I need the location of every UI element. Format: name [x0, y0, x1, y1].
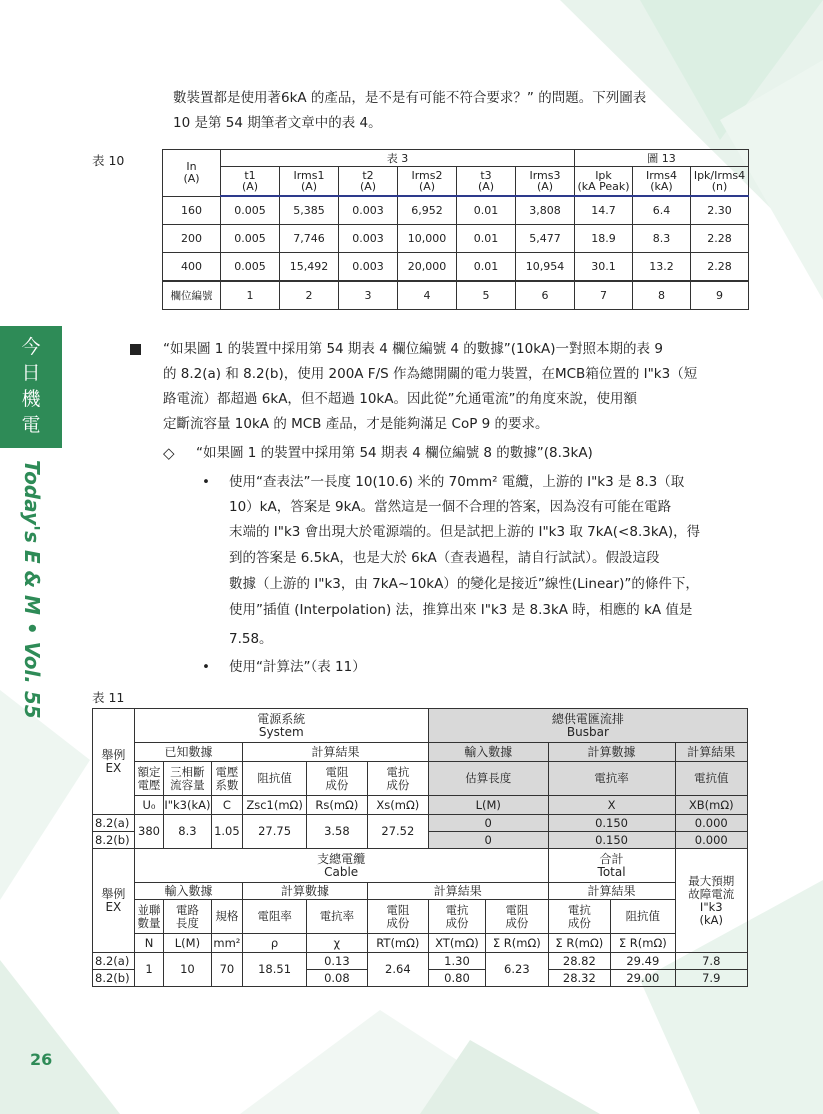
- cell: 9: [691, 281, 749, 310]
- section-tab: [0, 326, 62, 448]
- unit-cell: Σ R(mΩ): [548, 934, 611, 953]
- bullet2-line: 使用“計算法”（表 11）: [229, 659, 366, 675]
- cell: 29.00: [611, 970, 675, 987]
- row-label: 8.2(b): [93, 970, 135, 987]
- cell: 6.23: [486, 953, 549, 987]
- table-row: [163, 253, 749, 282]
- cell: 8: [633, 281, 691, 310]
- calc-result-header: 計算結果: [548, 883, 675, 900]
- cell: 14.7: [575, 196, 633, 225]
- sub-item-1: “如果圖 1 的裝置中採用第 54 期表 4 欄位編號 8 的數據”(8.3kA): [196, 445, 593, 461]
- col-react-component: 電抗 成份: [428, 900, 485, 934]
- col-header: Irms2 (A): [398, 167, 457, 197]
- col-header: t2 (A): [339, 167, 398, 197]
- cell: 0.150: [548, 832, 675, 849]
- col-impedance: 阻抗值: [243, 762, 307, 796]
- cell: 7,746: [280, 225, 339, 253]
- cell: 160: [163, 196, 221, 225]
- unit-cell: XT(mΩ): [428, 934, 485, 953]
- cell: 13.2: [633, 253, 691, 282]
- cell: 2.30: [691, 196, 749, 225]
- unit-cell: Zsc1(mΩ): [243, 796, 307, 815]
- cell: 0.150: [548, 815, 675, 832]
- table10-label: 表 10: [92, 153, 125, 168]
- cell: 5,477: [516, 225, 575, 253]
- col-header: Ipk (kA Peak): [575, 167, 633, 197]
- cell: 27.75: [243, 815, 307, 849]
- col-header: Irms3 (A): [516, 167, 575, 197]
- cell: 6.4: [633, 196, 691, 225]
- table11-label: 表 11: [92, 690, 125, 705]
- table-row: [163, 196, 749, 225]
- cell: 0.80: [428, 970, 485, 987]
- cell: 7.8: [675, 953, 747, 970]
- cell: 2.64: [367, 953, 428, 987]
- body-para1-line4: 定斷流容量 10kA 的 MCB 產品，才是能夠滿足 CoP 9 的要求。: [163, 416, 549, 432]
- cell: 380: [134, 815, 164, 849]
- col-3ph-capacity: 三相斷 流容量: [164, 762, 211, 796]
- row-label: 8.2(b): [93, 832, 135, 849]
- col-reactivity: 電抗率: [306, 900, 367, 934]
- bullet1-line6: 使用”插值 (Interpolation) 法，推算出來 I"k3 是 8.3kA 時，相應的 kA 值是: [229, 602, 693, 618]
- header-in: In (A): [163, 150, 221, 197]
- known-data-header: 已知數據: [134, 743, 243, 762]
- unit-cell: Σ R(mΩ): [486, 934, 549, 953]
- col-header: Ipk/Irms4 (n): [691, 167, 749, 197]
- cell: 7.9: [675, 970, 747, 987]
- cell: 0.003: [339, 225, 398, 253]
- cell: 2.28: [691, 253, 749, 282]
- cell: 6: [516, 281, 575, 310]
- unit-cell: X: [548, 796, 675, 815]
- row-label: 8.2(a): [93, 953, 135, 970]
- cell: 0.003: [339, 196, 398, 225]
- unit-cell: RT(mΩ): [367, 934, 428, 953]
- unit-cell: C: [211, 796, 243, 815]
- unit-cell: I"k3(kA): [164, 796, 211, 815]
- cell: 15,492: [280, 253, 339, 282]
- max-fault-header: 最大預期 故障電流 I"k3 (kA): [675, 849, 747, 953]
- cell: 18.51: [243, 953, 307, 987]
- col-resist-component: 電阻 成份: [367, 900, 428, 934]
- intro-line-1: 數裝置都是使用著6kA 的產品，是不是有可能不符合要求？” 的問題。下列圖表: [173, 90, 647, 106]
- col-header: Irms4 (kA): [633, 167, 691, 197]
- dot-bullet-icon: •: [202, 474, 210, 490]
- bullet1-line5: 數據（上游的 I"k3，由 7kA~10kA）的變化是接近”線性(Linear)”的條件下，: [229, 576, 699, 592]
- magazine-volume-label: Today's E & M • Vol. 55: [20, 460, 44, 719]
- cell: 0.005: [221, 253, 280, 282]
- diamond-bullet-icon: ◇: [163, 444, 175, 462]
- col-header: Irms1 (A): [280, 167, 339, 197]
- cell: 欄位編號: [163, 281, 221, 310]
- cell: 0.01: [457, 225, 516, 253]
- calc-result-header: 計算結果: [367, 883, 548, 900]
- section-tab-char: 今: [21, 336, 41, 358]
- cell: 6,952: [398, 196, 457, 225]
- col-voltage-factor: 電壓 系數: [211, 762, 243, 796]
- unit-cell: Σ R(mΩ): [611, 934, 675, 953]
- calc-result-header: 計算結果: [675, 743, 747, 762]
- input-data-header: 輸入數據: [428, 743, 548, 762]
- cell: 4: [398, 281, 457, 310]
- cell: 28.82: [548, 953, 611, 970]
- body-para1-line1: “如果圖 1 的裝置中採用第 54 期表 4 欄位編號 4 的數據”(10kA)一對照本期的表 9: [163, 341, 663, 357]
- cell: 3.58: [306, 815, 367, 849]
- col-reactance-value: 電抗值: [675, 762, 747, 796]
- cell: 0.005: [221, 225, 280, 253]
- col-spec: 規格: [211, 900, 243, 934]
- header-table3: 表 3: [221, 150, 575, 167]
- cell: 20,000: [398, 253, 457, 282]
- col-resistivity: 電阻率: [243, 900, 307, 934]
- cell: 0: [428, 815, 548, 832]
- cell: 70: [211, 953, 243, 987]
- dot-bullet-icon: •: [202, 659, 210, 675]
- body-para1-line3: 路電流）都超過 6kA，但不超過 10kA。因此從”允通電流”的角度來說，使用額: [163, 391, 637, 407]
- cell: 0.13: [306, 953, 367, 970]
- busbar-header: 總供電匯流排 Busbar: [428, 709, 747, 743]
- col-reactance-rate: 電抗率: [548, 762, 675, 796]
- cell: 2.28: [691, 225, 749, 253]
- cell: 7: [575, 281, 633, 310]
- col-parallel: 並聯 數量: [134, 900, 164, 934]
- cell: 1.30: [428, 953, 485, 970]
- cell: 0: [428, 832, 548, 849]
- unit-cell: L(M): [428, 796, 548, 815]
- cell: 200: [163, 225, 221, 253]
- header-fig13: 圖 13: [575, 150, 749, 167]
- input-data-header: 輸入數據: [134, 883, 243, 900]
- cell: 5,385: [280, 196, 339, 225]
- cell: 2: [280, 281, 339, 310]
- bullet1-line2: 10）kA，答案是 9kA。當然這是一個不合理的答案，因為沒有可能在電路: [229, 499, 672, 515]
- cell: 10,000: [398, 225, 457, 253]
- unit-cell: Xs(mΩ): [367, 796, 428, 815]
- col-header: t1 (A): [221, 167, 280, 197]
- table-footer-row: [163, 281, 749, 310]
- col-est-length: 估算長度: [428, 762, 548, 796]
- cell: 3: [339, 281, 398, 310]
- col-circuit-length: 電路 長度: [164, 900, 211, 934]
- cell: 400: [163, 253, 221, 282]
- col-react-component: 電抗 成份: [367, 762, 428, 796]
- section-tab-char: 日: [21, 362, 41, 384]
- cell: 1: [221, 281, 280, 310]
- unit-cell: L(M): [164, 934, 211, 953]
- unit-cell: mm²: [211, 934, 243, 953]
- unit-cell: U₀: [134, 796, 164, 815]
- unit-cell: Rs(mΩ): [306, 796, 367, 815]
- body-para1-line2: 的 8.2(a) 和 8.2(b)，使用 200A F/S 作為總開關的電力裝置，在MCB箱位置的 I"k3（短: [163, 366, 698, 382]
- unit-cell: N: [134, 934, 164, 953]
- calc-data-header: 計算數據: [548, 743, 675, 762]
- cell: 0.003: [339, 253, 398, 282]
- cell: 0.01: [457, 196, 516, 225]
- cell: 27.52: [367, 815, 428, 849]
- table-11: [92, 708, 748, 987]
- section-tab-char: 機: [21, 388, 41, 410]
- cable-header: 支總電纜 Cable: [134, 849, 548, 883]
- cell: 3,808: [516, 196, 575, 225]
- section-tab-char: 電: [21, 414, 41, 436]
- cell: 10,954: [516, 253, 575, 282]
- intro-line-2: 10 是第 54 期筆者文章中的表 4。: [173, 115, 382, 131]
- col-resist-component: 電阻 成份: [306, 762, 367, 796]
- cell: 0.01: [457, 253, 516, 282]
- col-header: t3 (A): [457, 167, 516, 197]
- cell: 8.3: [633, 225, 691, 253]
- cell: 1: [134, 953, 164, 987]
- col-rated-voltage: 額定 電壓: [134, 762, 164, 796]
- col-impedance-value: 阻抗值: [611, 900, 675, 934]
- table-10: [162, 149, 749, 310]
- bullet1-line4: 到的答案是 6.5kA，也是大於 6kA（查表過程，請自行試試）。假設這段: [229, 550, 660, 566]
- col-resist-component: 電阻 成份: [486, 900, 549, 934]
- cell: 0.08: [306, 970, 367, 987]
- row-label: 8.2(a): [93, 815, 135, 832]
- cell: 10: [164, 953, 211, 987]
- unit-cell: ρ: [243, 934, 307, 953]
- bullet1-line7: 7.58。: [229, 631, 273, 647]
- bullet1-line3: 末端的 I"k3 會出現大於電源端的。但是試把上游的 I"k3 取 7kA(<8.3kA)，得: [229, 524, 701, 540]
- cell: 18.9: [575, 225, 633, 253]
- table-row: [163, 225, 749, 253]
- bullet1-line1: 使用“查表法”一長度 10(10.6) 米的 70mm² 電纜，上游的 I"k3 是 8.3（取: [229, 474, 685, 490]
- cell: 5: [457, 281, 516, 310]
- cell: 0.000: [675, 815, 747, 832]
- calc-result-header: 計算結果: [243, 743, 429, 762]
- cell: 1.05: [211, 815, 243, 849]
- total-header: 合計 Total: [548, 849, 675, 883]
- system-header: 電源系統 System: [134, 709, 428, 743]
- page-number: 26: [30, 1050, 53, 1069]
- unit-cell: χ: [306, 934, 367, 953]
- cell: 0.005: [221, 196, 280, 225]
- cell: 29.49: [611, 953, 675, 970]
- cell: 28.32: [548, 970, 611, 987]
- calc-data-header: 計算數據: [243, 883, 368, 900]
- ex-header: 舉例 EX: [93, 709, 135, 815]
- col-react-component: 電抗 成份: [548, 900, 611, 934]
- ex-header: 舉例 EX: [93, 849, 135, 953]
- cell: 8.3: [164, 815, 211, 849]
- square-bullet-icon: [130, 344, 141, 355]
- cell: 30.1: [575, 253, 633, 282]
- unit-cell: XB(mΩ): [675, 796, 747, 815]
- cell: 0.000: [675, 832, 747, 849]
